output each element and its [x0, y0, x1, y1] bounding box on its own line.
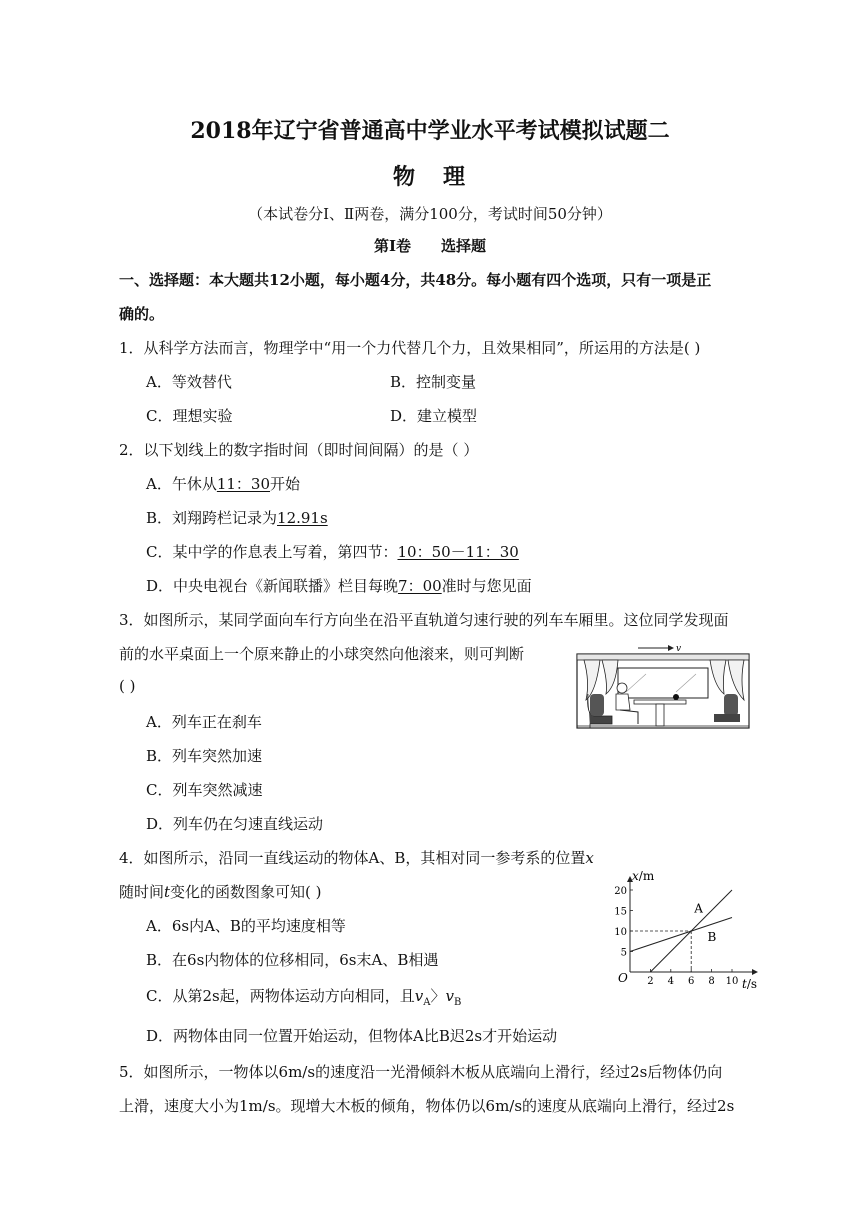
q4-stem-line2 — [119, 881, 322, 902]
q2-b-underlined: 12.91s — [277, 509, 328, 527]
chart-series — [630, 890, 732, 972]
ball — [673, 694, 679, 700]
q2-option-d — [146, 575, 532, 596]
x-tick-label: 2 — [647, 976, 654, 987]
q2-d-pre: D．中央电视台《新闻联播》栏目每晚 — [146, 577, 399, 595]
q1-option-a: A．等效替代 — [146, 373, 232, 391]
q2-option-c — [146, 541, 519, 562]
train-carriage-figure — [576, 642, 750, 730]
instructions-line2: 确的。 — [119, 305, 165, 323]
q2-b-pre: B．刘翔跨栏记录为 — [146, 509, 278, 527]
page-title: 2018年辽宁省普通高中学业水平考试模拟试题二 — [190, 118, 670, 144]
q3-option-a: A．列车正在刹车 — [146, 713, 262, 731]
carriage-ceiling — [577, 654, 749, 660]
y-axis-label: x/m — [632, 869, 655, 883]
table-top — [634, 700, 686, 704]
exam-note: （本试卷分Ⅰ、Ⅱ两卷，满分100分，考试时间50分钟） — [248, 205, 612, 223]
q4-option-b: B．在6s内物体的位移相同，6s末A、B相遇 — [146, 951, 439, 969]
q5-line2: 上滑，速度大小为1m/s。现增大木板的倾角，物体仍以6m/s的速度从底端向上滑行，经过2s — [119, 1097, 735, 1115]
section-right: 选择题 — [441, 237, 487, 255]
q3-stem-line1: 3．如图所示，某同学面向车行方向坐在沿平直轨道匀速行驶的列车车厢里。这位同学发现面 — [119, 611, 729, 629]
q4-option-c — [146, 985, 461, 1008]
q1-option-b: B．控制变量 — [390, 373, 477, 391]
q1-option-d: D．建立模型 — [390, 407, 478, 425]
q1-option-c: C．理想实验 — [146, 407, 233, 425]
velocity-arrowhead — [668, 645, 674, 651]
q4-stem-line1 — [119, 847, 594, 868]
q3-option-d: D．列车仍在匀速直线运动 — [146, 815, 324, 833]
q4-stem2-pre: 随时间 — [119, 883, 165, 901]
x-tick-label: 6 — [688, 976, 695, 987]
y-tick-label: 20 — [614, 886, 627, 897]
y-tick-label: 10 — [614, 927, 627, 938]
q2-a-underlined: 11：30 — [216, 475, 271, 493]
carriage-window — [618, 668, 708, 698]
q2-c-underlined: 10：50－11：30 — [397, 543, 519, 561]
origin-label: O — [618, 971, 628, 985]
q2-stem: 2．以下划线上的数字指时间（即时间间隔）的是（ ） — [119, 441, 479, 459]
q4-c-va: v — [414, 987, 424, 1005]
instructions-line1: 一、选择题：本大题共12小题，每小题4分，共48分。每小题有四个选项，只有一项是正 — [119, 271, 712, 289]
subject-title — [0, 160, 860, 191]
q4-c-pre: C．从第2s起，两物体运动方向相同，且 — [146, 987, 415, 1005]
y-tick-label: 15 — [614, 906, 627, 918]
q4-c-sub-a: A — [423, 997, 431, 1008]
q4-c-vb: v — [445, 987, 454, 1005]
q2-c-pre: C．某中学的作息表上写着，第四节： — [146, 543, 398, 561]
q3-option-c: C．列车突然减速 — [146, 781, 263, 799]
chart-axes — [627, 876, 758, 975]
series-label-A: A — [694, 901, 703, 916]
section-title — [0, 235, 860, 256]
series-line-B — [630, 917, 732, 951]
q2-option-b — [146, 507, 328, 528]
q4-stem2-post: 变化的函数图象可知( ) — [170, 883, 322, 901]
right-seat — [724, 694, 738, 716]
passenger-body — [616, 694, 630, 710]
x-axis-label: t/s — [742, 977, 758, 991]
q4-option-a: A．6s内A、B的平均速度相等 — [146, 917, 346, 935]
x-tick-label: 4 — [667, 976, 674, 987]
y-tick-label: 5 — [620, 947, 627, 959]
x-tick-label: 8 — [708, 976, 715, 987]
xt-graph — [614, 868, 764, 992]
q5-line1: 5．如图所示，一物体以6m/s的速度沿一光滑倾斜木板从底端向上滑行，经过2s后物体仍向 — [119, 1063, 723, 1081]
q3-stem-line3: ( ) — [119, 677, 136, 695]
q2-a-post: 开始 — [270, 475, 301, 493]
q1-stem: 1．从科学方法而言，物理学中“用一个力代替几个力，且效果相同”，所运用的方法是( ) — [119, 339, 701, 357]
q4-c-sub-b: B — [453, 997, 462, 1008]
q4-stem1-text: 4．如图所示，沿同一直线运动的物体A、B，其相对同一参考系的位置 — [119, 849, 586, 867]
velocity-label: v — [676, 644, 682, 654]
x-axis-arrow — [752, 969, 758, 975]
series-label-B: B — [707, 929, 717, 944]
section-left: 第Ⅰ卷 — [373, 237, 411, 255]
q2-a-pre: A．午休从 — [146, 475, 217, 493]
q4-option-d: D．两物体由同一位置开始运动，但物体A比B迟2s才开始运动 — [146, 1027, 558, 1045]
q2-d-post: 准时与您见面 — [441, 577, 532, 595]
q4-c-relation: 〉 — [430, 987, 446, 1005]
x-tick-label: 10 — [725, 976, 739, 987]
q2-d-underlined: 7：00 — [398, 577, 442, 595]
subject-right: 理 — [443, 164, 468, 190]
q2-option-a — [146, 473, 300, 494]
table-leg — [656, 704, 664, 726]
passenger-head — [617, 683, 627, 693]
subject-left: 物 — [392, 164, 417, 190]
q4-stem1-var: x — [585, 849, 594, 867]
q4-stem2-var: t — [164, 883, 171, 901]
q3-stem-line2: 前的水平桌面上一个原来静止的小球突然向他滚来，则可判断 — [119, 645, 525, 663]
q3-option-b: B．列车突然加速 — [146, 747, 263, 765]
